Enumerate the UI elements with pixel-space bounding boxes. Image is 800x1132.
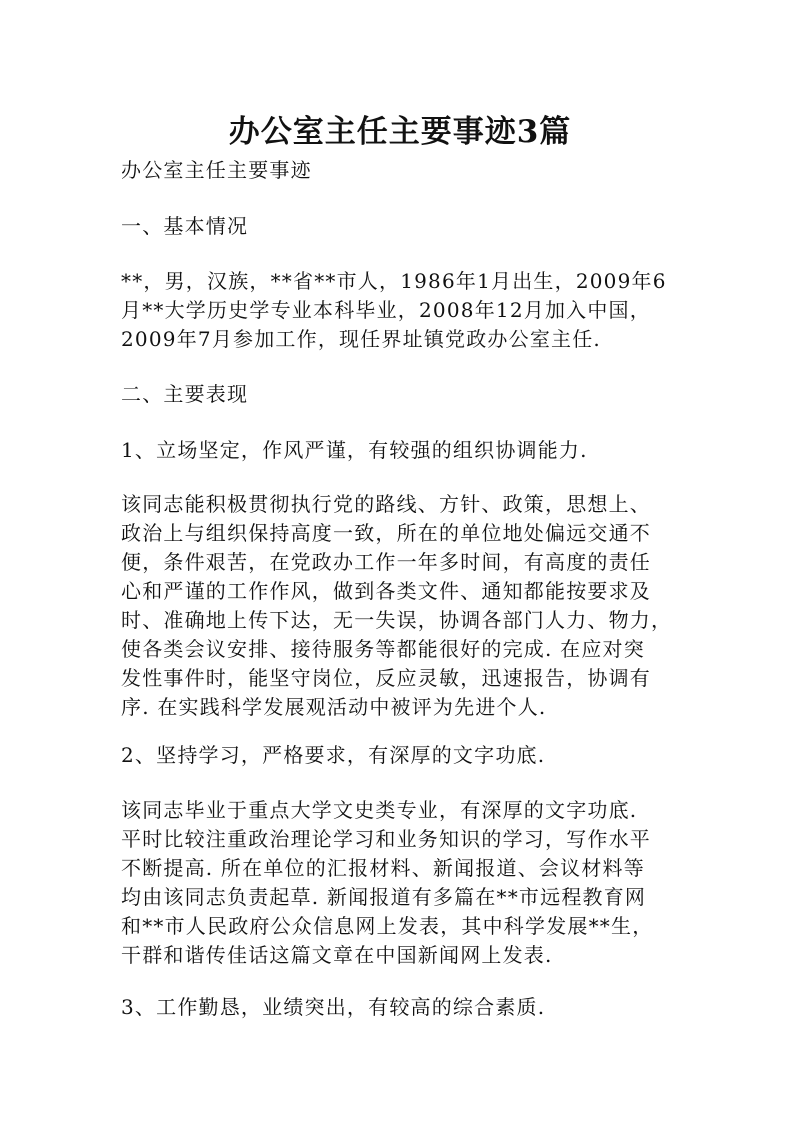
basic-info-line: **，男，汉族，**省**市人，1986年1月出生，2009年6 — [121, 269, 667, 293]
point1-line: 该同志能积极贯彻执行党的路线、方针、政策，思想上、 — [121, 492, 651, 516]
point2-line: 该同志毕业于重点大学文史类专业，有深厚的文字功底. — [121, 798, 638, 822]
point2-line: 干群和谐传佳话这篇文章在中国新闻网上发表. — [121, 943, 553, 967]
basic-info-line: 2009年7月参加工作，现任界址镇党政办公室主任. — [121, 327, 601, 351]
point2-line: 和**市人民政府公众信息网上发表，其中科学发展**生， — [121, 914, 654, 938]
point1-heading: 1、立场坚定，作风严谨，有较强的组织协调能力. — [121, 438, 588, 462]
point1-line: 便，条件艰苦，在党政办工作一年多时间，有高度的责任 — [121, 550, 651, 574]
basic-info-paragraph — [121, 267, 681, 354]
point1-line: 发性事件时，能坚守岗位，反应灵敏，迅速报告，协调有 — [121, 666, 651, 690]
point1-line: 使各类会议安排、接待服务等都能很好的完成. 在应对突 — [121, 637, 645, 661]
point1-line: 序. 在实践科学发展观活动中被评为先进个人. — [121, 695, 547, 719]
document-title: 办公室主任主要事迹3篇 — [228, 114, 572, 150]
point1-line: 时、准确地上传下达，无一失误，协调各部门人力、物力， — [121, 608, 673, 632]
point3-heading: 3、工作勤恳，业绩突出，有较高的综合素质. — [121, 995, 546, 1019]
point2-line: 均由该同志负责起草. 新闻报道有多篇在**市远程教育网 — [121, 885, 647, 909]
point2-heading: 2、坚持学习，严格要求，有深厚的文字功底. — [121, 743, 546, 767]
section-heading-basic-info: 一、基本情况 — [121, 214, 249, 238]
point2-line: 平时比较注重政治理论学习和业务知识的学习，写作水平 — [121, 827, 651, 851]
point2-line: 不断提高. 所在单位的汇报材料、新闻报道、会议材料等 — [121, 856, 645, 880]
point1-line: 政治上与组织保持高度一致，所在的单位地处偏远交通不 — [121, 521, 651, 545]
section-heading-main-performance: 二、主要表现 — [121, 382, 249, 406]
point1-paragraph — [121, 490, 681, 722]
point1-line: 心和严谨的工作作风，做到各类文件、通知都能按要求及 — [121, 579, 651, 603]
point2-paragraph — [121, 796, 681, 970]
basic-info-line: 月**大学历史学专业本科毕业，2008年12月加入中国， — [121, 298, 651, 322]
document-subtitle: 办公室主任主要事迹 — [121, 158, 312, 182]
